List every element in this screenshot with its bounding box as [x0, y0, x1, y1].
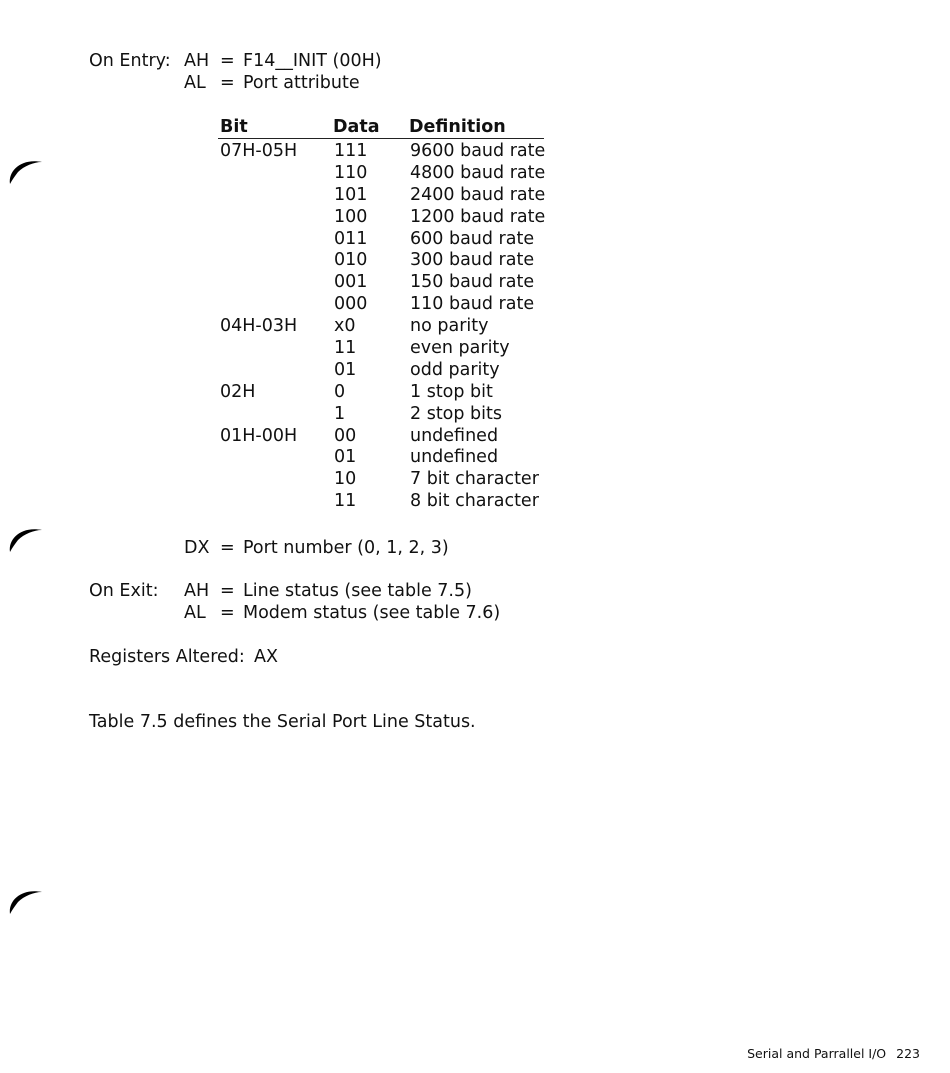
definition-cell: 4800 baud rate — [410, 162, 546, 183]
data-cell: 100 — [334, 206, 368, 227]
definition-cell: 1200 baud rate — [410, 206, 546, 227]
table-row — [218, 227, 544, 249]
binder-mark-icon — [6, 520, 42, 556]
bit-cell: 04H-03H — [220, 316, 298, 337]
header-bit: Bit — [220, 117, 248, 137]
bit-cell: 02H — [220, 381, 256, 402]
binder-mark-icon — [6, 152, 42, 188]
table-row — [218, 248, 544, 270]
definition-cell: 2400 baud rate — [410, 184, 546, 205]
table-row — [218, 380, 544, 402]
on-exit-label: On Exit: — [89, 581, 159, 601]
port-attribute-bit-table — [218, 116, 544, 511]
data-cell: 00 — [334, 425, 357, 446]
table-row — [218, 402, 544, 424]
binder-mark-icon — [6, 882, 42, 918]
bit-cell: 01H-00H — [220, 425, 298, 446]
register-name: AL — [184, 603, 206, 623]
register-value: Port number (0, 1, 2, 3) — [243, 538, 449, 558]
data-cell: 101 — [334, 184, 368, 205]
register-value: Line status (see table 7.5) — [243, 581, 472, 601]
equals-sign: = — [220, 538, 235, 558]
equals-sign: = — [220, 603, 235, 623]
definition-cell: 2 stop bits — [410, 403, 503, 424]
register-value: F14__INIT (00H) — [243, 51, 382, 71]
equals-sign: = — [220, 581, 235, 601]
table-row — [218, 445, 544, 467]
table-row — [218, 467, 544, 489]
definition-cell: odd parity — [410, 359, 500, 380]
table-row — [218, 270, 544, 292]
table-row — [218, 336, 544, 358]
equals-sign: = — [220, 73, 235, 93]
definition-cell: 8 bit character — [410, 491, 539, 512]
definition-cell: 150 baud rate — [410, 272, 535, 293]
data-cell: 1 — [334, 403, 346, 424]
definition-cell: undefined — [410, 447, 499, 468]
table-body — [218, 139, 544, 511]
definition-cell: undefined — [410, 425, 499, 446]
table-row — [218, 161, 544, 183]
definition-cell: no parity — [410, 316, 489, 337]
table-row — [218, 424, 544, 446]
bit-cell: 07H-05H — [220, 141, 298, 161]
table-row — [218, 205, 544, 227]
table-header-row — [218, 116, 544, 139]
body-paragraph: Table 7.5 defines the Serial Port Line Status. — [89, 712, 476, 732]
page-footer — [747, 1046, 920, 1062]
header-definition: Definition — [409, 117, 506, 137]
definition-cell: 300 baud rate — [410, 250, 535, 271]
table-row — [218, 358, 544, 380]
register-value: Modem status (see table 7.6) — [243, 603, 501, 623]
table-row — [218, 489, 544, 511]
data-cell: 110 — [334, 162, 368, 183]
register-value: Port attribute — [243, 73, 360, 93]
data-cell: 11 — [334, 491, 357, 512]
data-cell: 111 — [334, 141, 368, 161]
footer-section-title: Serial and Parrallel I/O — [747, 1046, 887, 1061]
data-cell: 01 — [334, 359, 357, 380]
table-row — [218, 314, 544, 336]
on-entry-label: On Entry: — [89, 51, 171, 71]
page-number: 223 — [896, 1046, 920, 1061]
definition-cell: 110 baud rate — [410, 294, 535, 315]
register-name: DX — [184, 538, 210, 558]
data-cell: 10 — [334, 469, 357, 490]
definition-cell: 600 baud rate — [410, 228, 535, 249]
data-cell: 010 — [334, 250, 368, 271]
data-cell: 0 — [334, 381, 346, 402]
data-cell: 11 — [334, 338, 357, 359]
data-cell: x0 — [334, 316, 356, 337]
register-name: AH — [184, 51, 210, 71]
equals-sign: = — [220, 51, 235, 71]
table-row — [218, 292, 544, 314]
data-cell: 011 — [334, 228, 368, 249]
registers-altered-label: Registers Altered: — [89, 647, 245, 667]
table-row — [218, 139, 544, 161]
data-cell: 01 — [334, 447, 357, 468]
header-data: Data — [333, 117, 380, 137]
data-cell: 001 — [334, 272, 368, 293]
table-row — [218, 183, 544, 205]
definition-cell: 1 stop bit — [410, 381, 493, 402]
data-cell: 000 — [334, 294, 368, 315]
definition-cell: even parity — [410, 338, 510, 359]
registers-altered-value: AX — [254, 647, 278, 667]
definition-cell: 9600 baud rate — [410, 141, 546, 161]
definition-cell: 7 bit character — [410, 469, 539, 490]
register-name: AL — [184, 73, 206, 93]
register-name: AH — [184, 581, 210, 601]
